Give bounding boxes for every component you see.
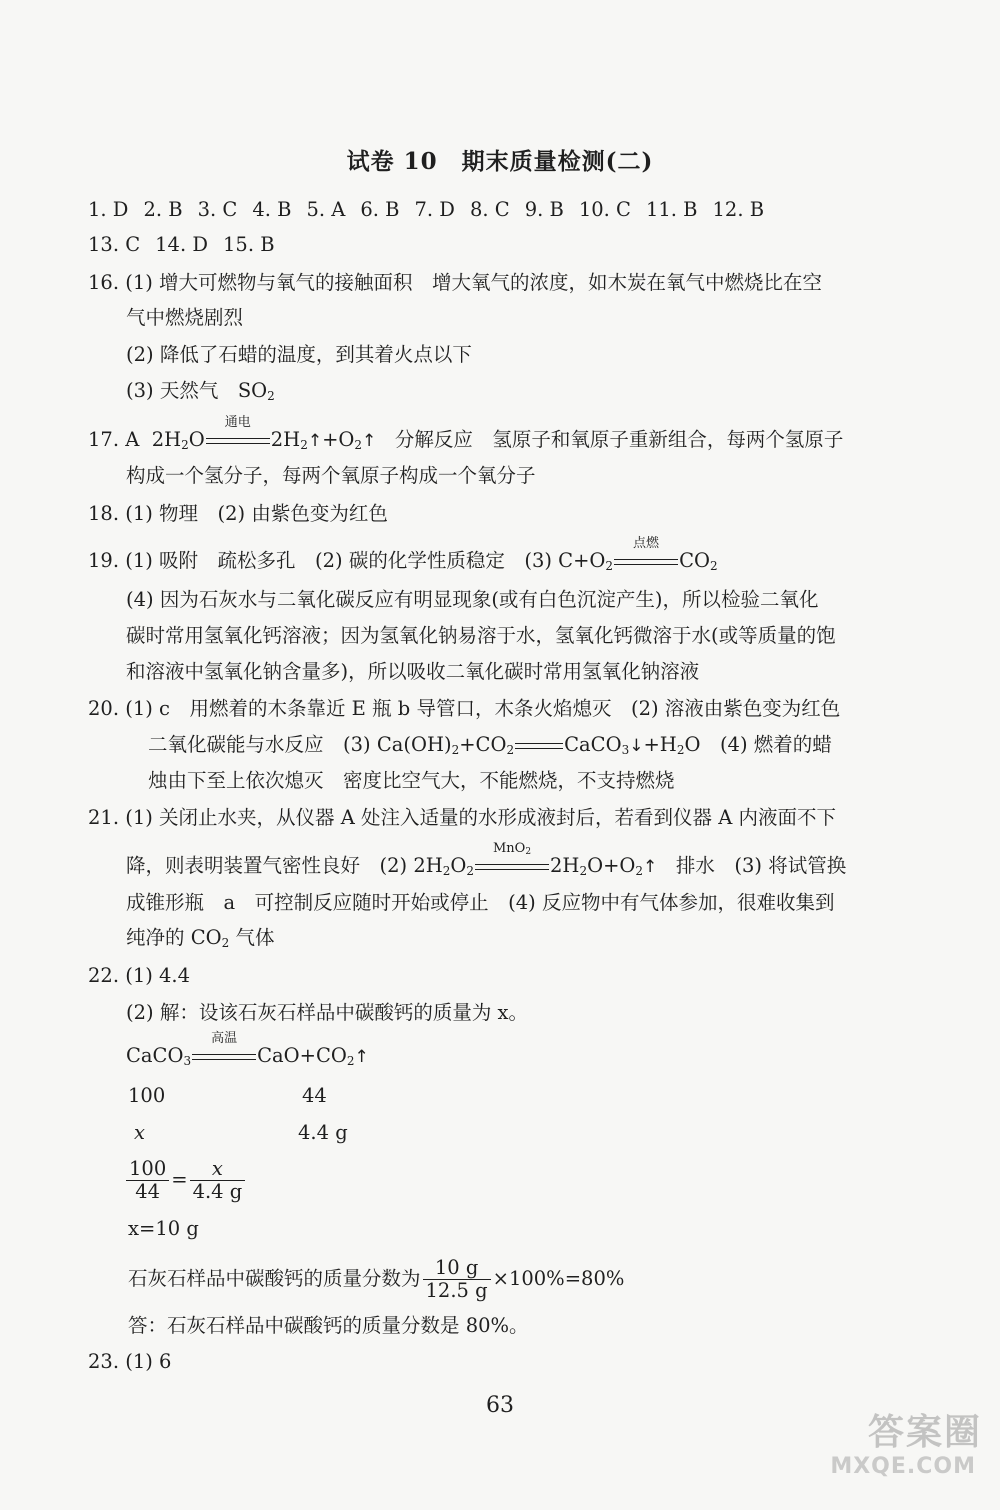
text: O — [450, 854, 467, 877]
q22-percentage — [128, 1257, 624, 1302]
denominator: 44 — [135, 1180, 161, 1203]
mcq-answer: 1. D — [88, 198, 129, 221]
text: 19. (1) 吸附 疏松多孔 (2) 碳的化学性质稳定 (3) C+O — [88, 549, 606, 572]
q20-line-2 — [148, 735, 832, 756]
subscript: 2 — [506, 743, 515, 757]
subscript: 2 — [466, 864, 475, 878]
precipitate-arrow-icon: ↓ — [629, 736, 644, 756]
q19-line-3: 碳时常用氢氧化钙溶液；因为氢氧化钠易溶于水，氢氧化钙微溶于水(或等质量的饱 — [126, 624, 836, 647]
mcq-answer: 2. B — [143, 198, 183, 221]
q21-line-4 — [126, 928, 274, 949]
reaction-condition — [614, 535, 678, 568]
text: 2H — [550, 854, 580, 877]
mcq-answer: 4. B — [252, 198, 292, 221]
subscript: 3 — [183, 1054, 192, 1068]
mcq-answer: 12. B — [712, 198, 765, 221]
condition-label — [475, 842, 549, 857]
denominator: 12.5 g — [425, 1279, 488, 1302]
q22-given-mass: 4.4 g — [298, 1121, 348, 1144]
subscript: 2 — [181, 438, 189, 452]
subscript: 2 — [525, 846, 532, 857]
text: 气体 — [229, 926, 275, 949]
mcq-answer: 15. B — [223, 233, 275, 256]
gas-arrow-icon: ↑ — [354, 1047, 369, 1067]
gas-arrow-icon: ↑ — [643, 857, 658, 877]
text: +CO — [459, 733, 507, 756]
reaction-condition — [206, 414, 270, 447]
equals-bar — [206, 438, 270, 439]
equals-bar — [192, 1059, 256, 1060]
q16-line-1: 16. (1) 增大可燃物与氧气的接触面积 增大氧气的浓度，如木炭在氧气中燃烧比在空 — [88, 271, 823, 294]
equals-bar — [614, 564, 678, 565]
q16-line-4 — [126, 381, 275, 402]
equals-bar — [515, 748, 563, 749]
subscript: 2 — [354, 438, 363, 452]
q22-line-1: 22. (1) 4.4 — [88, 964, 191, 987]
watermark-url: MXQE.COM — [830, 1454, 976, 1479]
text: 排水 (3) 将试管换 — [675, 854, 847, 877]
page-number: 63 — [486, 1393, 514, 1418]
subscript: 2 — [676, 743, 685, 757]
text: O (4) 燃着的蜡 — [684, 733, 832, 756]
page-title: 试卷 10 期末质量检测(二) — [346, 148, 654, 175]
reaction-condition — [475, 840, 549, 873]
text: +H — [643, 733, 677, 756]
equals-bar — [515, 743, 563, 744]
mcq-answer: 13. C — [88, 233, 141, 256]
subscript: 2 — [635, 864, 644, 878]
denominator: 4.4 g — [192, 1180, 243, 1203]
q19-line-1 — [88, 535, 718, 573]
q20-line-1: 20. (1) c 用燃着的木条靠近 E 瓶 b 导管口，木条火焰熄灭 (2) 溶液由紫色变为红色 — [88, 697, 841, 720]
subscript: 2 — [451, 743, 460, 757]
text: O — [188, 428, 205, 451]
equals-bar — [206, 443, 270, 444]
equals-bar — [614, 559, 678, 560]
q22-answer: 答：石灰石样品中碳酸钙的质量分数是 80%。 — [128, 1314, 529, 1337]
mcq-answer: 8. C — [469, 198, 510, 221]
q21-line-2 — [126, 840, 847, 878]
watermark-title: 答案圈 — [867, 1412, 982, 1453]
mcq-answer: 6. B — [360, 198, 400, 221]
gas-arrow-icon: ↑ — [362, 431, 377, 451]
mcq-answer: 7. D — [414, 198, 455, 221]
subscript: 2 — [267, 389, 275, 403]
mcq-answer: 5. A — [306, 198, 346, 221]
q21-line-1: 21. (1) 关闭止水夹，从仪器 A 处注入适量的水形成液封后，若看到仪器 A 内液面不下 — [88, 806, 836, 829]
q22-proportion — [124, 1158, 247, 1203]
text: +O — [322, 428, 355, 451]
q19-line-2: (4) 因为石灰水与二氧化碳反应有明显现象(或有白色沉淀产生)，所以检验二氧化 — [126, 588, 819, 611]
q16-line-2: 气中燃烧剧烈 — [126, 306, 244, 329]
text: 2H — [151, 428, 182, 451]
q22-mass-caco3: 100 — [128, 1084, 166, 1107]
q21-line-3: 成锥形瓶 a 可控制反应随时开始或停止 (4) 反应物中有气体参加，很难收集到 — [126, 891, 835, 914]
q19-line-4: 和溶液中氢氧化钠含量多)，所以吸收二氧化碳时常用氢氧化钠溶液 — [126, 660, 700, 683]
equals: = — [171, 1168, 188, 1191]
question-number: 17. A — [88, 428, 140, 451]
subscript: 2 — [346, 1054, 355, 1068]
q22-line-2: (2) 解：设该石灰石样品中碳酸钙的质量为 x。 — [126, 1001, 529, 1024]
text: 分解反应 氢原子和氧原子重新组合，每两个氢原子 — [394, 428, 844, 451]
q22-result: x=10 g — [128, 1217, 199, 1240]
condition-label: 高温 — [211, 1030, 238, 1046]
q22-mass-co2: 44 — [302, 1084, 327, 1107]
equals-bar — [192, 1054, 256, 1055]
mcq-answer: 14. D — [155, 233, 208, 256]
q20-line-3: 烛由下至上依次熄灭 密度比空气大，不能燃烧，不支持燃烧 — [148, 769, 675, 792]
condition-label: 通电 — [224, 414, 251, 430]
text: CaO+CO — [257, 1044, 347, 1067]
numerator: 100 — [126, 1158, 169, 1181]
text: ×100%=80% — [492, 1267, 625, 1290]
gas-arrow-icon: ↑ — [307, 431, 323, 451]
q17-line-2: 构成一个氢分子，每两个氧原子构成一个氧分子 — [126, 464, 536, 487]
numerator: x — [190, 1158, 246, 1181]
mcq-row-1 — [88, 200, 779, 220]
catalyst-text: MnO — [492, 840, 526, 856]
text: 石灰石样品中碳酸钙的质量分数为 — [128, 1267, 421, 1290]
mcq-answer: 3. C — [197, 198, 238, 221]
equals-bar — [475, 869, 549, 870]
condition-label: 点燃 — [633, 535, 660, 551]
mcq-row-2 — [88, 235, 290, 255]
reaction-condition — [192, 1030, 256, 1063]
watermark-logo — [772, 1404, 982, 1494]
subscript: 2 — [221, 936, 230, 950]
mcq-answer: 9. B — [524, 198, 564, 221]
fraction — [190, 1158, 246, 1203]
subscript: 2 — [709, 559, 718, 573]
q17-line-1 — [88, 414, 844, 452]
subscript: 2 — [442, 864, 451, 878]
text: 二氧化碳能与水反应 (3) Ca(OH) — [148, 733, 452, 756]
text: 2H — [270, 428, 301, 451]
text: CaCO — [564, 733, 622, 756]
q22-unknown: x — [134, 1121, 145, 1144]
mcq-answer: 10. C — [578, 198, 631, 221]
q22-equation — [126, 1030, 369, 1068]
q16-line-3: (2) 降低了石蜡的温度，到其着火点以下 — [126, 343, 472, 366]
subscript: 2 — [605, 559, 614, 573]
equals-sign — [515, 740, 563, 752]
text: 纯净的 CO — [126, 926, 222, 949]
equals-bar — [475, 864, 549, 865]
text: CaCO — [126, 1044, 184, 1067]
subscript: 2 — [300, 438, 308, 452]
q18-line: 18. (1) 物理 (2) 由紫色变为红色 — [88, 502, 388, 525]
subscript: 2 — [579, 864, 588, 878]
subscript: 3 — [621, 743, 630, 757]
fraction — [126, 1158, 169, 1203]
text: (3) 天然气 SO — [126, 379, 268, 402]
fraction — [423, 1257, 491, 1302]
numerator: 10 g — [423, 1257, 491, 1280]
mcq-answer: 11. B — [645, 198, 698, 221]
q23-line: 23. (1) 6 — [88, 1350, 172, 1373]
text: 降，则表明装置气密性良好 (2) 2H — [126, 854, 443, 877]
text: O+O — [587, 854, 636, 877]
text: CO — [679, 549, 710, 572]
